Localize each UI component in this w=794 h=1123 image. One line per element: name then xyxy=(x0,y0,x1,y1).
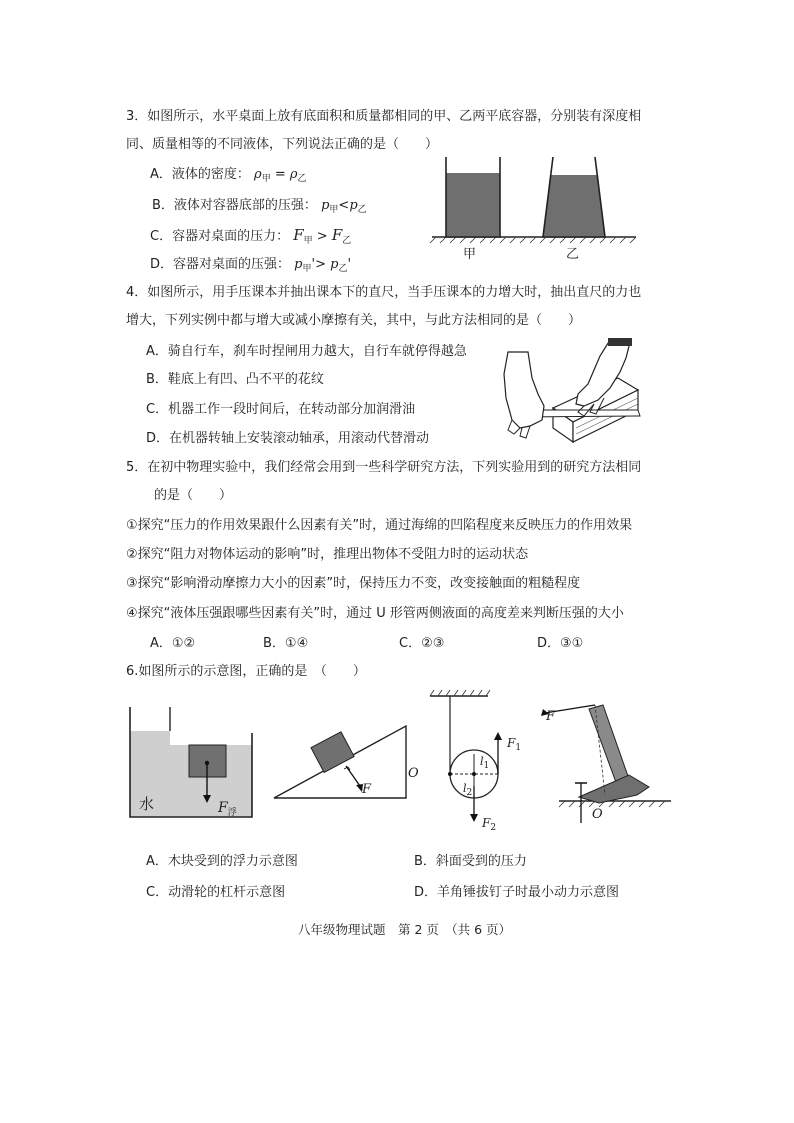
q3-d-rhs-sub: 乙 xyxy=(338,264,348,274)
q6-fig-b-incline xyxy=(270,712,410,802)
q6-label-f1 xyxy=(507,734,521,757)
q3-option-c-text: C．容器对桌面的压力： xyxy=(150,229,290,244)
q5-stem-line1: 5．在初中物理实验中，我们经常会用到一些科学研究方法，下列实验用到的研究方法相同 xyxy=(126,460,642,475)
q3-b-rhs: p xyxy=(349,198,358,213)
q4-stem-line2: 增大，下列实例中都与增大或减小摩擦有关，其中，与此方法相同的是（ ） xyxy=(126,313,582,328)
q3-d-lhs-sub: 甲 xyxy=(302,264,312,274)
q6-label-f-float xyxy=(218,799,237,822)
q3-c-op: > xyxy=(312,229,332,244)
q3-d-rhs: p xyxy=(330,257,339,272)
f1-sub: 1 xyxy=(515,743,522,753)
q6-stem: 6.如图所示的示意图，正确的是 （ ） xyxy=(126,664,366,679)
hammer-head xyxy=(579,775,649,803)
hammer-handle xyxy=(589,705,629,785)
q5-item-1: ①探究“压力的作用效果跟什么因素有关”时，通过海绵的凹陷程度来反映压力的作用效果 xyxy=(126,518,633,533)
q3-d-op: '> xyxy=(311,257,331,272)
q3-a-rhs-sub: 乙 xyxy=(297,174,307,184)
q6-label-water: 水 xyxy=(139,795,155,813)
q6-label-hammer-f: F xyxy=(546,709,556,724)
f1-symbol: F xyxy=(507,736,516,750)
q5-option-a: A．①② xyxy=(150,636,196,651)
l2-sub: 2 xyxy=(466,788,473,798)
q3-option-a xyxy=(150,166,307,188)
q5-option-c: C．②③ xyxy=(399,636,445,651)
q6-option-c: C．动滑轮的杠杆示意图 xyxy=(146,885,286,900)
q6-label-hammer-o: O xyxy=(592,807,603,822)
q3-a-lhs: ρ xyxy=(254,167,262,182)
q6-label-f-incline: F xyxy=(362,782,372,797)
q3-option-a-text: A．液体的密度： xyxy=(150,167,250,182)
container-yi-liquid xyxy=(543,175,605,237)
left-hand xyxy=(504,352,544,428)
container-jia-liquid xyxy=(446,173,500,237)
q6-option-b: B．斜面受到的压力 xyxy=(414,854,527,869)
q3-a-lhs-sub: 甲 xyxy=(261,174,271,184)
q6-label-pulley-o: O xyxy=(408,766,419,781)
q6-fig-d-hammer xyxy=(555,695,675,835)
q6-option-a: A．木块受到的浮力示意图 xyxy=(146,854,298,869)
q3-containers-figure xyxy=(430,155,640,265)
f2-sub: 2 xyxy=(490,823,497,833)
q3-b-rhs-sub: 乙 xyxy=(357,205,367,215)
q3-a-op: = xyxy=(270,167,290,182)
q5-item-3: ③探究“影响滑动摩擦力大小的因素”时，保持压力不变，改变接触面的粗糙程度 xyxy=(126,576,581,591)
q6-label-f2 xyxy=(482,814,496,837)
q6-label-l1 xyxy=(480,753,489,775)
f-float-symbol: F xyxy=(218,800,228,816)
q3-c-rhs: F xyxy=(331,226,343,244)
q4-stem-line1: 4．如图所示，用手压课本并抽出课本下的直尺，当手压课本的力增大时，抽出直尺的力也 xyxy=(126,285,642,300)
q3-label-yi: 乙 xyxy=(566,247,580,262)
f-float-sub: 浮 xyxy=(227,808,237,818)
q5-option-d: D．③① xyxy=(537,636,584,651)
q3-label-jia: 甲 xyxy=(463,247,477,262)
q3-b-lhs-sub: 甲 xyxy=(329,205,339,215)
q3-d-lhs: p xyxy=(294,257,303,272)
q6-label-l2 xyxy=(463,780,472,802)
q3-option-b-text: B．液体对容器底部的压强： xyxy=(152,198,317,213)
q5-option-b: B．①④ xyxy=(263,636,309,651)
q5-item-2: ②探究“阻力对物体运动的影响”时，推理出物体不受阻力时的运动状态 xyxy=(126,547,529,562)
q3-b-lhs: p xyxy=(321,198,330,213)
l2-symbol: l xyxy=(463,782,467,795)
q4-option-c: C．机器工作一段时间后，在转动部分加润滑油 xyxy=(146,402,416,417)
sleeve xyxy=(608,338,632,346)
q6-option-d: D．羊角锤拔钉子时最小动力示意图 xyxy=(414,885,620,900)
q4-option-b: B．鞋底上有凹、凸不平的花纹 xyxy=(146,372,324,387)
q3-b-op: < xyxy=(338,198,350,213)
q5-item-4: ④探究“液体压强跟哪些因素有关”时，通过 U 形管两侧液面的高度差来判断压强的大小 xyxy=(126,606,624,621)
page-footer: 八年级物理试题 第 2 页 （共 6 页） xyxy=(298,922,512,937)
q4-option-a: A．骑自行车，刹车时捏闸用力越大，自行车就停得越急 xyxy=(146,344,467,359)
table-hatch xyxy=(430,237,636,243)
l1-symbol: l xyxy=(480,755,484,768)
q6-fig-c-pulley xyxy=(418,690,528,830)
q3-stem-line2: 同、质量相等的不同液体，下列说法正确的是（ ） xyxy=(126,137,439,152)
l1-sub: 1 xyxy=(483,761,490,771)
q3-option-d xyxy=(150,256,351,278)
q3-stem-line1: 3．如图所示，水平桌面上放有底面积和质量都相同的甲、乙两平底容器，分别装有深度相 xyxy=(126,109,642,124)
q4-hands-book-figure xyxy=(498,338,648,448)
q3-a-rhs: ρ xyxy=(289,167,298,182)
q3-option-b xyxy=(152,197,367,219)
q3-c-rhs-sub: 乙 xyxy=(342,236,352,246)
q3-c-lhs: F xyxy=(293,226,304,244)
q3-c-lhs-sub: 甲 xyxy=(303,236,313,246)
q4-option-d: D．在机器转轴上安装滚动轴承，用滚动代替滑动 xyxy=(146,431,430,446)
f2-symbol: F xyxy=(482,816,491,830)
q3-d-tail: ' xyxy=(347,257,352,272)
q3-option-d-text: D．容器对桌面的压强： xyxy=(150,257,291,272)
q3-option-c xyxy=(150,226,351,250)
q5-stem-line2: 的是（ ） xyxy=(154,488,233,503)
